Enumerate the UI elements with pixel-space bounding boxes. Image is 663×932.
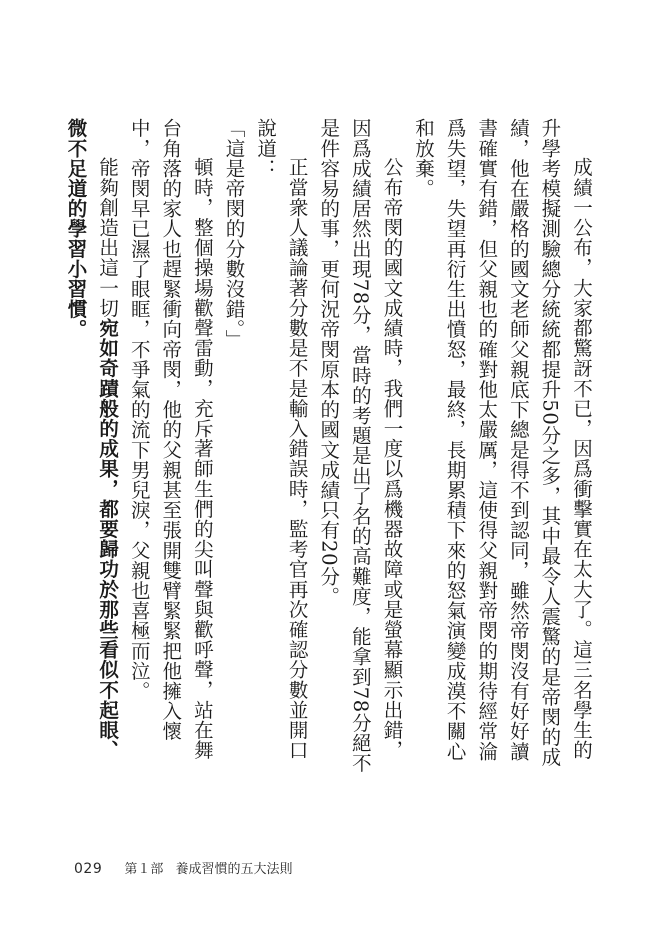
page-footer: [74, 858, 293, 877]
body-text: [60, 118, 597, 778]
paragraph-conclusion: [60, 118, 123, 778]
conclusion-lead: 能夠創造出這一切: [96, 157, 120, 318]
conclusion-emphasis: 宛如奇蹟般的成果，都要歸功於那些看似不起眼、微不足道的學習小習慣。: [64, 118, 120, 761]
paragraph-score-reveal: 公布帝閔的國文成績時，我們一度以爲機器故障或是螢幕顯示出錯，因爲成績居然出現78分，當時的考題是出了名的高難度，能拿到78分絕不是件容易的事，更何況帝閔原本的國文成績只有20分。: [317, 118, 404, 774]
paragraph-celebration: 頓時，整個操場歡聲雷動，充斥著師生們的尖叫聲與歡呼聲，站在舞台角落的家人也趕緊衝向帝閔，他的父親甚至張開雙臂緊緊把他擁入懷中，帝閔早已濕了眼眶，不爭氣的流下男兒淚，父親也喜極而泣。: [127, 118, 214, 760]
quote-proctor: 「這是帝閔的分數沒錯。」: [222, 118, 246, 350]
part-label: 第１部: [124, 862, 164, 877]
paragraph-results-announced: 成績一公布，大家都驚訝不已，因爲衝擊實在太大了。這三名學生的升學考模擬測驗總分統統都提升50分之多，其中最令人震驚的是帝閔的成績，他在嚴格的國文老師父親底下總是得不到認同，雖然帝閔沒有好好讀書確實有錯，但父親也的確對他太嚴厲，這使得父親對帝閔的期待經常淪爲失望，失望再衍生出憤怒，最終，長期累積下來的怒氣演變成漠不關心和放棄。: [412, 118, 593, 768]
page-number: 029: [74, 861, 103, 877]
chapter-title: 養成習慣的五大法則: [175, 862, 293, 877]
paragraph-discussion: 正當衆人議論著分數是不是輸入錯誤時，監考官再次確認分數並開口說道：: [254, 118, 309, 760]
